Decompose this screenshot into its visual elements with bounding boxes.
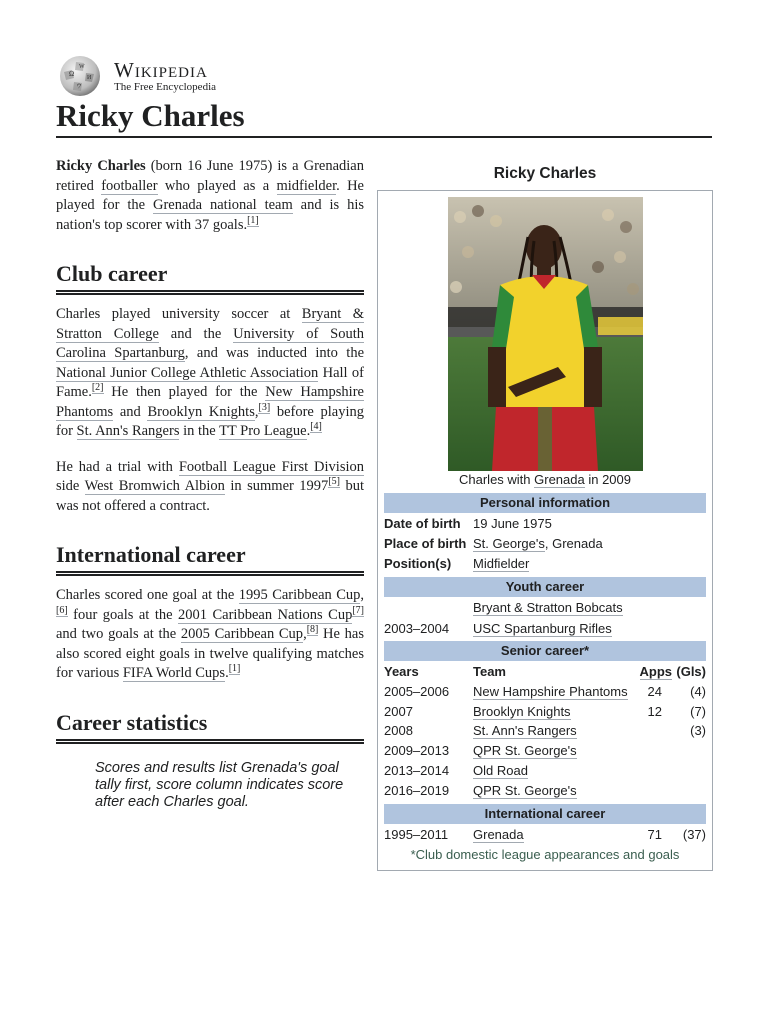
club-career-paragraph-1: Charles played university soccer at Bryant & Stratton College and the University of South Carolina Spartanburg, and was inducted into the National Junior College Athletic Association Hall of Fame.[2] He then played for the New Hampshire Phantoms and Brooklyn Knights,[3] before playing for St. Ann's Rangers in the TT Pro League.[4] xyxy=(56,306,365,439)
svg-text:Ω: Ω xyxy=(69,70,75,78)
link-brooklyn-knights[interactable]: Brooklyn Knights xyxy=(147,403,255,420)
heading-international-career: International career xyxy=(56,542,364,576)
link-team-brooklyn-knights[interactable]: Brooklyn Knights xyxy=(473,704,571,719)
link-midfielder[interactable]: midfielder xyxy=(276,177,337,194)
ref-6[interactable]: [6] xyxy=(56,604,68,616)
subject-name: Ricky Charles xyxy=(56,158,146,174)
link-bryant-stratton-bobcats[interactable]: Bryant & Stratton Bobcats xyxy=(473,600,623,615)
wordmark-title: Wikipedia xyxy=(114,58,208,82)
row-date-of-birth: Date of birth 19 June 1975 xyxy=(384,516,552,531)
link-2001-caribbean-nations-cup[interactable]: 2001 Caribbean Nations Cup xyxy=(178,606,353,623)
link-2005-caribbean-cup[interactable]: 2005 Caribbean Cup xyxy=(180,626,304,642)
heading-club-career: Club career xyxy=(56,261,364,295)
row-position: Position(s) Midfielder xyxy=(384,556,530,571)
wordmark-tagline: The Free Encyclopedia xyxy=(114,81,217,93)
ref-4[interactable]: [4] xyxy=(310,421,322,432)
ref-5[interactable]: [5] xyxy=(328,476,340,487)
svg-text:ウ: ウ xyxy=(76,84,83,90)
link-west-bromwich-albion[interactable]: West Bromwich Albion xyxy=(84,478,225,494)
infobox-footnote: *Club domestic league appearances and goals xyxy=(410,847,680,862)
row-place-of-birth: Place of birth St. George's, Grenada xyxy=(384,536,603,551)
youth-row: 2003–2004 USC Spartanburg Rifles xyxy=(384,621,612,636)
link-1995-caribbean-cup[interactable]: 1995 Caribbean Cup xyxy=(238,587,361,603)
link-usc-spartanburg-rifles[interactable]: USC Spartanburg Rifles xyxy=(473,621,612,636)
link-grenada-national-team[interactable]: Grenada national team xyxy=(152,197,293,213)
link-grenada-caption[interactable]: Grenada xyxy=(534,472,585,487)
international-career-paragraph: Charles scored one goal at the 1995 Caribbean Cup,[6] four goals at the 2001 Caribbean Nations Cup[7] and two goals at the 2005 Caribbean Cup,[8] He has also scored eight goals in twelve qualifying matches for various FIFA World Cups.[1] xyxy=(56,587,364,681)
header-personal-information: Personal information xyxy=(384,493,706,513)
link-team-old-road[interactable]: Old Road xyxy=(473,763,528,778)
ref-8[interactable]: [8] xyxy=(306,624,319,635)
link-team-grenada[interactable]: Grenada xyxy=(473,827,524,842)
senior-row: 2009–2013 QPR St. George's xyxy=(384,743,577,758)
senior-row: 2007 Brooklyn Knights 12 (7) xyxy=(384,704,706,719)
heading-career-statistics: Career statistics xyxy=(56,710,364,744)
link-st-georges[interactable]: St. George's xyxy=(473,536,545,551)
apps-abbr[interactable]: Apps xyxy=(639,664,672,679)
senior-column-headers: Years Team Apps (Gls) xyxy=(384,664,706,679)
link-st-anns-rangers[interactable]: St. Ann's Rangers xyxy=(76,423,180,439)
statistics-note: Scores and results list Grenada's goal tally first, score column indicates score after each Charles goal. xyxy=(95,759,344,810)
wikipedia-globe-icon xyxy=(56,54,104,98)
ref-2[interactable]: [2] xyxy=(91,382,104,393)
link-bryant-stratton[interactable]: Bryant & Stratton College xyxy=(56,306,364,342)
ref-7[interactable]: [7] xyxy=(352,604,364,616)
link-team-qpr-st-georges[interactable]: QPR St. George's xyxy=(473,743,577,758)
link-team-st-anns-rangers[interactable]: St. Ann's Rangers xyxy=(473,723,577,738)
svg-text:И: И xyxy=(87,75,92,81)
header-senior-career: Senior career* xyxy=(384,641,706,661)
player-photo-image xyxy=(448,197,643,471)
youth-row xyxy=(384,598,706,618)
link-footballer[interactable]: footballer xyxy=(101,177,158,194)
international-row: 1995–2011 Grenada 71 (37) xyxy=(384,827,706,842)
title-divider xyxy=(56,136,712,138)
club-career-paragraph-2: He had a trial with Football League First Division side West Bromwich Albion in summer 1997[5] but was not offered a contract. xyxy=(56,458,364,514)
article-body xyxy=(56,157,364,811)
link-new-hampshire-phantoms[interactable]: New Hampshire Phantoms xyxy=(56,384,364,420)
link-team-qpr-st-georges-2[interactable]: QPR St. George's xyxy=(473,783,577,798)
infobox xyxy=(377,190,713,871)
link-team-new-hampshire-phantoms[interactable]: New Hampshire Phantoms xyxy=(473,684,628,699)
link-fifa-world-cups[interactable]: FIFA World Cups xyxy=(122,665,226,681)
senior-row: 2016–2019 QPR St. George's xyxy=(384,783,577,798)
senior-row: 2005–2006 New Hampshire Phantoms 24 (4) xyxy=(384,684,706,699)
header-youth-career: Youth career xyxy=(384,577,706,597)
player-photo[interactable] xyxy=(448,197,643,471)
ref-1-repeat[interactable]: [1] xyxy=(228,663,241,674)
link-njcaa[interactable]: National Junior College Athletic Association xyxy=(56,364,319,381)
photo-caption: Charles with Grenada in 2009 xyxy=(459,472,631,487)
link-position-midfielder[interactable]: Midfielder xyxy=(473,556,530,571)
svg-text:W: W xyxy=(79,64,85,70)
page-title: Ricky Charles xyxy=(56,98,245,133)
infobox-title: Ricky Charles xyxy=(493,165,597,182)
intro-paragraph: Ricky Charles (born 16 June 1975) is a Grenadian retired footballer who played as a midfielder. He played for the Grenada national team and is his nation's top scorer with 37 goals.[1] xyxy=(56,158,364,233)
link-usc-spartanburg[interactable]: University of South Carolina Spartanburg xyxy=(56,325,365,361)
header-international-career: International career xyxy=(384,804,706,824)
ref-1[interactable]: [1] xyxy=(247,214,259,226)
link-tt-pro-league[interactable]: TT Pro League xyxy=(219,423,307,439)
wikipedia-logo[interactable] xyxy=(56,54,216,98)
link-football-league-first-division[interactable]: Football League First Division xyxy=(178,458,364,475)
senior-row: 2013–2014 Old Road xyxy=(384,763,528,778)
ref-3[interactable]: [3] xyxy=(258,401,271,413)
senior-row: 2008 St. Ann's Rangers (3) xyxy=(384,723,706,738)
